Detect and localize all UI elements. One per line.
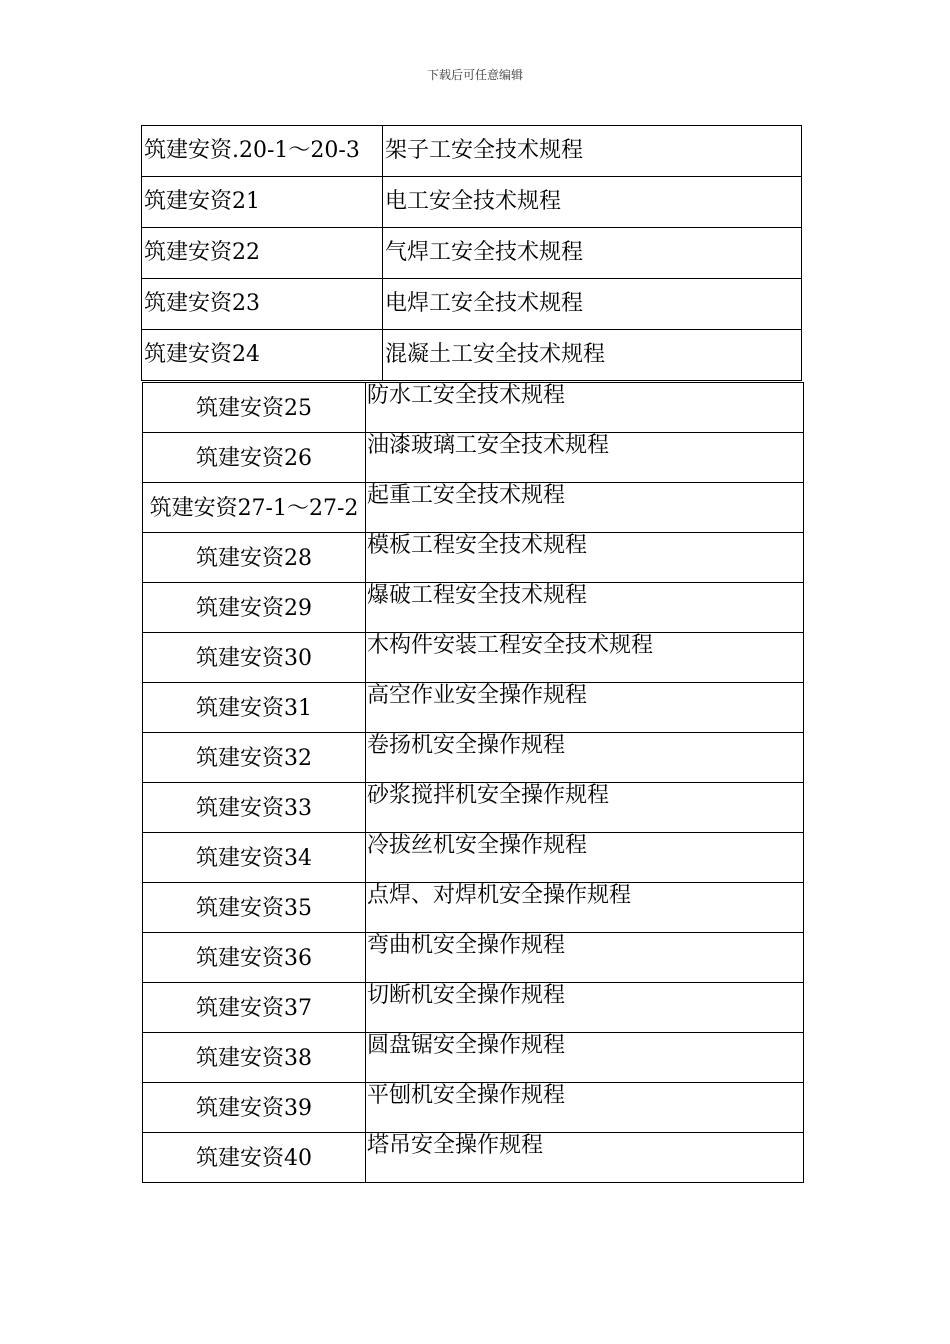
table-row xyxy=(143,383,804,433)
table-row xyxy=(143,983,804,1033)
regulation-title-cell: 气焊工安全技术规程 xyxy=(383,228,802,279)
table-row xyxy=(143,683,804,733)
table-row xyxy=(143,883,804,933)
document-code-cell: 筑建安资31 xyxy=(143,683,366,733)
table-row xyxy=(142,279,802,330)
table-row xyxy=(143,533,804,583)
document-code-cell: 筑建安资36 xyxy=(143,933,366,983)
document-code-cell: 筑建安资21 xyxy=(142,177,383,228)
regulation-title-cell: 混凝土工安全技术规程 xyxy=(383,330,802,381)
regulation-title-cell: 木构件安装工程安全技术规程 xyxy=(366,633,804,683)
table-row xyxy=(143,583,804,633)
table-row xyxy=(143,1083,804,1133)
regulation-title-cell: 架子工安全技术规程 xyxy=(383,126,802,177)
document-code-cell: 筑建安资25 xyxy=(143,383,366,433)
regulation-title-cell: 爆破工程安全技术规程 xyxy=(366,583,804,633)
regulation-title-cell: 切断机安全操作规程 xyxy=(366,983,804,1033)
document-code-cell: 筑建安资29 xyxy=(143,583,366,633)
document-code-cell: 筑建安资28 xyxy=(143,533,366,583)
regulation-title-cell: 塔吊安全操作规程 xyxy=(366,1133,804,1183)
document-code-cell: 筑建安资.20-1～20-3 xyxy=(142,126,383,177)
table-row xyxy=(143,783,804,833)
document-code-cell: 筑建安资24 xyxy=(142,330,383,381)
regulation-title-cell: 砂浆搅拌机安全操作规程 xyxy=(366,783,804,833)
table-row xyxy=(143,433,804,483)
regulation-title-cell: 冷拔丝机安全操作规程 xyxy=(366,833,804,883)
regulation-table-bottom xyxy=(142,382,804,1183)
document-code-cell: 筑建安资40 xyxy=(143,1133,366,1183)
regulation-title-cell: 弯曲机安全操作规程 xyxy=(366,933,804,983)
regulation-title-cell: 卷扬机安全操作规程 xyxy=(366,733,804,783)
table-row xyxy=(143,633,804,683)
regulation-title-cell: 电工安全技术规程 xyxy=(383,177,802,228)
page-header-note: 下载后可任意编辑 xyxy=(426,68,523,82)
regulation-title-cell: 防水工安全技术规程 xyxy=(366,383,804,433)
regulation-title-cell: 圆盘锯安全操作规程 xyxy=(366,1033,804,1083)
document-code-cell: 筑建安资23 xyxy=(142,279,383,330)
regulation-title-cell: 模板工程安全技术规程 xyxy=(366,533,804,583)
table-row xyxy=(142,177,802,228)
regulation-title-cell: 高空作业安全操作规程 xyxy=(366,683,804,733)
document-code-cell: 筑建安资34 xyxy=(143,833,366,883)
table-row xyxy=(143,1133,804,1183)
table-row xyxy=(143,933,804,983)
document-code-cell: 筑建安资30 xyxy=(143,633,366,683)
document-code-cell: 筑建安资39 xyxy=(143,1083,366,1133)
regulation-title-cell: 点焊、对焊机安全操作规程 xyxy=(366,883,804,933)
regulation-title-cell: 电焊工安全技术规程 xyxy=(383,279,802,330)
table-row xyxy=(143,733,804,783)
table-row xyxy=(142,330,802,381)
document-code-cell: 筑建安资27-1～27-2 xyxy=(143,483,366,533)
regulation-title-cell: 油漆玻璃工安全技术规程 xyxy=(366,433,804,483)
regulation-title-cell: 平刨机安全操作规程 xyxy=(366,1083,804,1133)
document-code-cell: 筑建安资38 xyxy=(143,1033,366,1083)
table-row xyxy=(142,126,802,177)
document-code-cell: 筑建安资26 xyxy=(143,433,366,483)
table-row xyxy=(142,228,802,279)
table-row xyxy=(143,483,804,533)
regulation-table-top xyxy=(141,125,802,381)
table-row xyxy=(143,1033,804,1083)
regulation-title-cell: 起重工安全技术规程 xyxy=(366,483,804,533)
document-code-cell: 筑建安资37 xyxy=(143,983,366,1033)
document-code-cell: 筑建安资22 xyxy=(142,228,383,279)
document-code-cell: 筑建安资35 xyxy=(143,883,366,933)
document-code-cell: 筑建安资32 xyxy=(143,733,366,783)
table-row xyxy=(143,833,804,883)
document-code-cell: 筑建安资33 xyxy=(143,783,366,833)
